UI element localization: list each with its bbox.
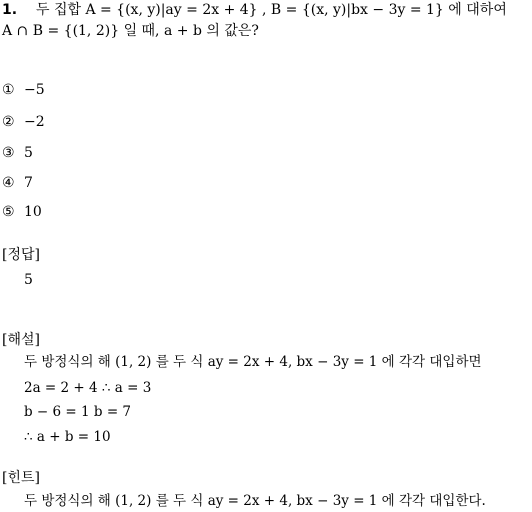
option-text: 7 [24, 175, 33, 191]
question-text-line1: 두 집합 A = {(x, y)|ay = 2x + 4} , B = {(x, y)|bx − 3y = 1} 에 대하여 [35, 2, 507, 18]
answer-label: [정답] [2, 247, 40, 263]
option-mark: ⑤ [2, 204, 15, 220]
option-text: −2 [24, 114, 45, 130]
explanation-line: b − 6 = 1 b = 7 [24, 404, 132, 420]
option-2[interactable] [2, 114, 45, 130]
option-text: 10 [24, 204, 42, 220]
explanation-label: [해설] [2, 332, 40, 348]
option-1[interactable] [2, 82, 45, 98]
option-text: −5 [24, 82, 45, 98]
option-4[interactable] [2, 175, 33, 191]
hint-line: 두 방정식의 해 (1, 2) 를 두 식 ay = 2x + 4, bx − 3y = 1 에 각각 대입한다. [24, 493, 486, 509]
option-mark: ② [2, 114, 15, 130]
question-stem-line1 [2, 2, 507, 18]
option-mark: ③ [2, 145, 15, 161]
option-text: 5 [24, 145, 33, 161]
explanation-line: 2a = 2 + 4 ∴ a = 3 [24, 380, 152, 396]
question-number: 1. [2, 2, 18, 18]
option-5[interactable] [2, 204, 42, 220]
option-mark: ① [2, 82, 15, 98]
option-3[interactable] [2, 145, 33, 161]
explanation-line: 두 방정식의 해 (1, 2) 를 두 식 ay = 2x + 4, bx − 3y = 1 에 각각 대입하면 [24, 354, 482, 370]
question-text-line2: A ∩ B = {(1, 2)} 일 때, a + b 의 값은? [2, 23, 259, 39]
answer-value: 5 [24, 272, 33, 288]
explanation-line: ∴ a + b = 10 [24, 429, 111, 445]
option-mark: ④ [2, 175, 15, 191]
hint-label: [힌트] [2, 470, 40, 486]
